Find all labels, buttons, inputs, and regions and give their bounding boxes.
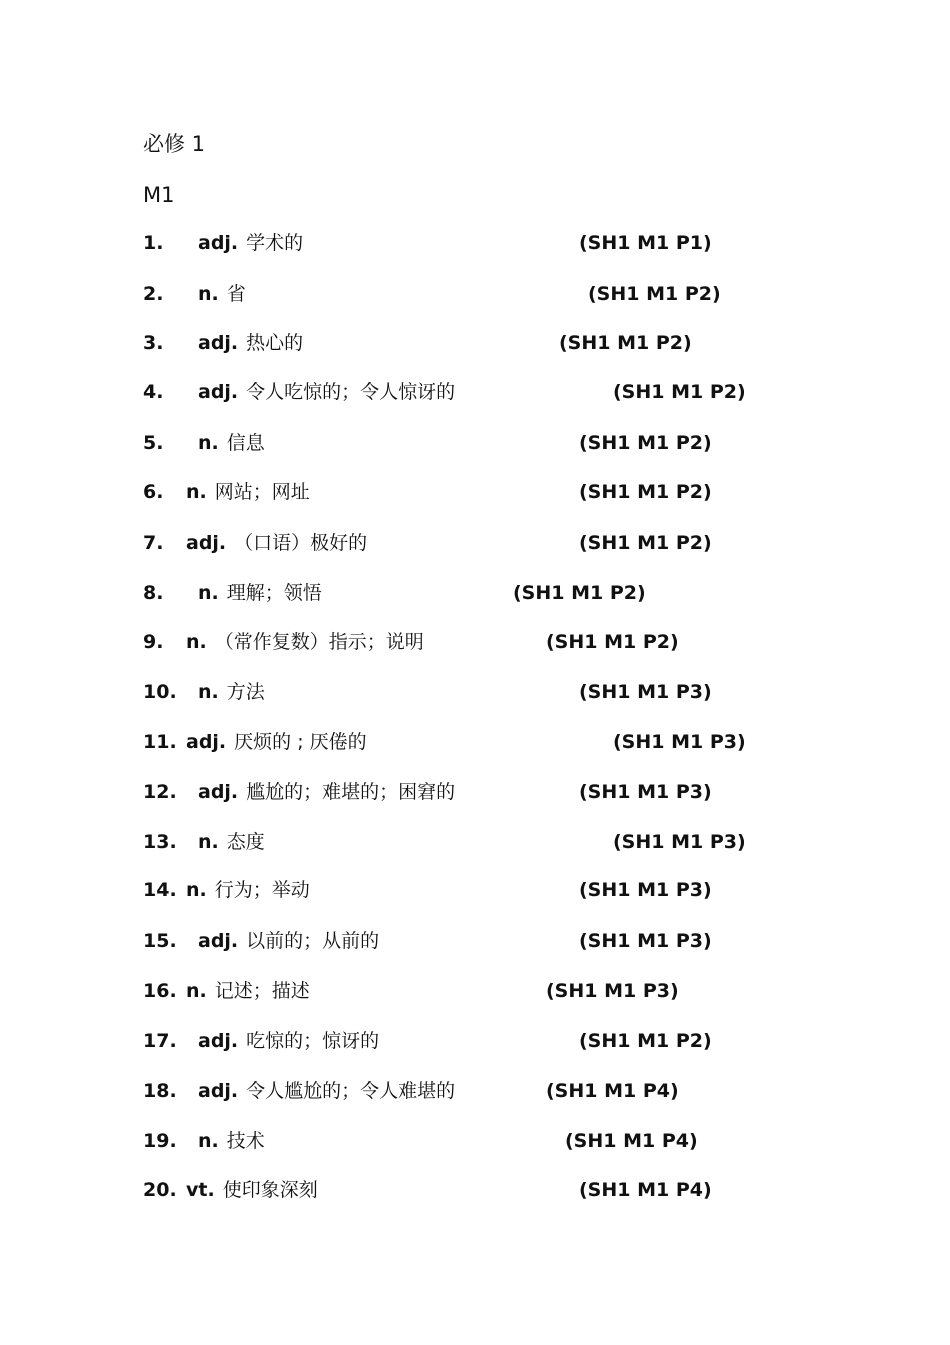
item-number: 20. (143, 1179, 177, 1201)
item-definition (198, 926, 379, 957)
part-of-speech: n. (198, 1130, 219, 1152)
item-definition (198, 228, 303, 259)
item-number: 4. (143, 381, 164, 403)
vocab-item (0, 827, 950, 857)
item-number: 2. (143, 283, 164, 305)
page-reference: (SH1 M1 P3) (579, 681, 712, 703)
item-number: 1. (143, 232, 164, 254)
part-of-speech: n. (186, 481, 207, 503)
chinese-meaning: 以前的；从前的 (246, 930, 380, 952)
vocab-item (0, 279, 950, 309)
page-reference: (SH1 M1 P2) (613, 381, 746, 403)
page-reference: (SH1 M1 P4) (546, 1080, 679, 1102)
item-definition (198, 328, 303, 359)
item-definition (198, 677, 265, 708)
item-number: 7. (143, 532, 164, 554)
item-number: 5. (143, 432, 164, 454)
part-of-speech: n. (198, 831, 219, 853)
chinese-meaning: 技术 (226, 1130, 265, 1152)
item-number: 11. (143, 731, 177, 753)
chinese-meaning: 令人尴尬的；令人难堪的 (246, 1080, 456, 1102)
page-reference: (SH1 M1 P2) (579, 432, 712, 454)
chinese-meaning: 热心的 (246, 332, 304, 354)
part-of-speech: n. (198, 582, 219, 604)
chinese-meaning: （口语）极好的 (234, 532, 368, 554)
part-of-speech: adj. (198, 930, 239, 952)
vocab-item (0, 377, 950, 407)
item-definition (198, 428, 265, 459)
item-definition (198, 1126, 265, 1157)
part-of-speech: adj. (198, 781, 239, 803)
vocab-item (0, 477, 950, 507)
chinese-meaning: 厌烦的 ; 厌倦的 (234, 731, 367, 753)
vocab-item (0, 875, 950, 905)
part-of-speech: adj. (186, 731, 227, 753)
chinese-meaning: 学术的 (246, 232, 304, 254)
item-definition (186, 976, 310, 1007)
item-definition (186, 627, 424, 658)
vocab-item (0, 1076, 950, 1106)
page-reference: (SH1 M1 P3) (613, 831, 746, 853)
vocab-item (0, 328, 950, 358)
chinese-meaning: 方法 (226, 681, 265, 703)
vocab-item (0, 1126, 950, 1156)
vocab-item (0, 1026, 950, 1056)
item-number: 17. (143, 1030, 177, 1052)
item-number: 19. (143, 1130, 177, 1152)
item-number: 16. (143, 980, 177, 1002)
vocab-item (0, 428, 950, 458)
part-of-speech: n. (198, 432, 219, 454)
chinese-meaning: 态度 (226, 831, 265, 853)
page-reference: (SH1 M1 P2) (579, 532, 712, 554)
page-reference: (SH1 M1 P3) (579, 930, 712, 952)
chinese-meaning: 网站；网址 (214, 481, 310, 503)
part-of-speech: adj. (186, 532, 227, 554)
item-number: 8. (143, 582, 164, 604)
chinese-meaning: 吃惊的；惊讶的 (246, 1030, 380, 1052)
item-number: 6. (143, 481, 164, 503)
item-definition (186, 477, 310, 508)
item-definition (198, 827, 265, 858)
item-definition (198, 578, 322, 609)
item-definition (198, 1026, 379, 1057)
page-reference: (SH1 M1 P4) (579, 1179, 712, 1201)
chinese-meaning: 省 (226, 283, 246, 305)
vocab-item (0, 627, 950, 657)
part-of-speech: n. (198, 283, 219, 305)
vocab-item (0, 976, 950, 1006)
vocab-item (0, 677, 950, 707)
chinese-meaning: （常作复数）指示；说明 (214, 631, 424, 653)
part-of-speech: n. (186, 631, 207, 653)
part-of-speech: adj. (198, 1030, 239, 1052)
item-definition (198, 279, 246, 310)
vocab-item (0, 1175, 950, 1205)
item-number: 3. (143, 332, 164, 354)
page-reference: (SH1 M1 P3) (579, 781, 712, 803)
item-definition (186, 875, 310, 906)
page-reference: (SH1 M1 P2) (513, 582, 646, 604)
chinese-meaning: 尴尬的；难堪的；困窘的 (246, 781, 456, 803)
vocab-item (0, 578, 950, 608)
item-number: 14. (143, 879, 177, 901)
page-reference: (SH1 M1 P1) (579, 232, 712, 254)
item-definition (198, 1076, 455, 1107)
part-of-speech: adj. (198, 1080, 239, 1102)
page-reference: (SH1 M1 P2) (579, 481, 712, 503)
vocab-item (0, 926, 950, 956)
page-reference: (SH1 M1 P2) (588, 283, 721, 305)
chinese-meaning: 使印象深刻 (222, 1179, 318, 1201)
book-title: 必修 1 (143, 132, 206, 156)
item-definition (186, 727, 367, 758)
item-number: 9. (143, 631, 164, 653)
part-of-speech: n. (186, 980, 207, 1002)
chinese-meaning: 信息 (226, 432, 265, 454)
item-number: 10. (143, 681, 177, 703)
part-of-speech: adj. (198, 332, 239, 354)
item-number: 13. (143, 831, 177, 853)
vocab-item (0, 777, 950, 807)
vocab-item (0, 528, 950, 558)
item-number: 15. (143, 930, 177, 952)
page-reference: (SH1 M1 P4) (565, 1130, 698, 1152)
item-number: 18. (143, 1080, 177, 1102)
part-of-speech: adj. (198, 232, 239, 254)
chinese-meaning: 令人吃惊的；令人惊讶的 (246, 381, 456, 403)
page-reference: (SH1 M1 P3) (613, 731, 746, 753)
part-of-speech: n. (198, 681, 219, 703)
page-reference: (SH1 M1 P2) (579, 1030, 712, 1052)
part-of-speech: n. (186, 879, 207, 901)
page-reference: (SH1 M1 P2) (546, 631, 679, 653)
module-title: M1 (143, 183, 175, 207)
chinese-meaning: 理解；领悟 (226, 582, 322, 604)
item-definition (198, 377, 455, 408)
vocab-item (0, 727, 950, 757)
item-definition (186, 528, 367, 559)
page-reference: (SH1 M1 P3) (579, 879, 712, 901)
item-definition (186, 1175, 318, 1206)
item-definition (198, 777, 455, 808)
part-of-speech: adj. (198, 381, 239, 403)
chinese-meaning: 记述；描述 (214, 980, 310, 1002)
part-of-speech: vt. (186, 1179, 215, 1201)
item-number: 12. (143, 781, 177, 803)
page-reference: (SH1 M1 P3) (546, 980, 679, 1002)
chinese-meaning: 行为；举动 (214, 879, 310, 901)
page-reference: (SH1 M1 P2) (559, 332, 692, 354)
vocab-item (0, 228, 950, 258)
